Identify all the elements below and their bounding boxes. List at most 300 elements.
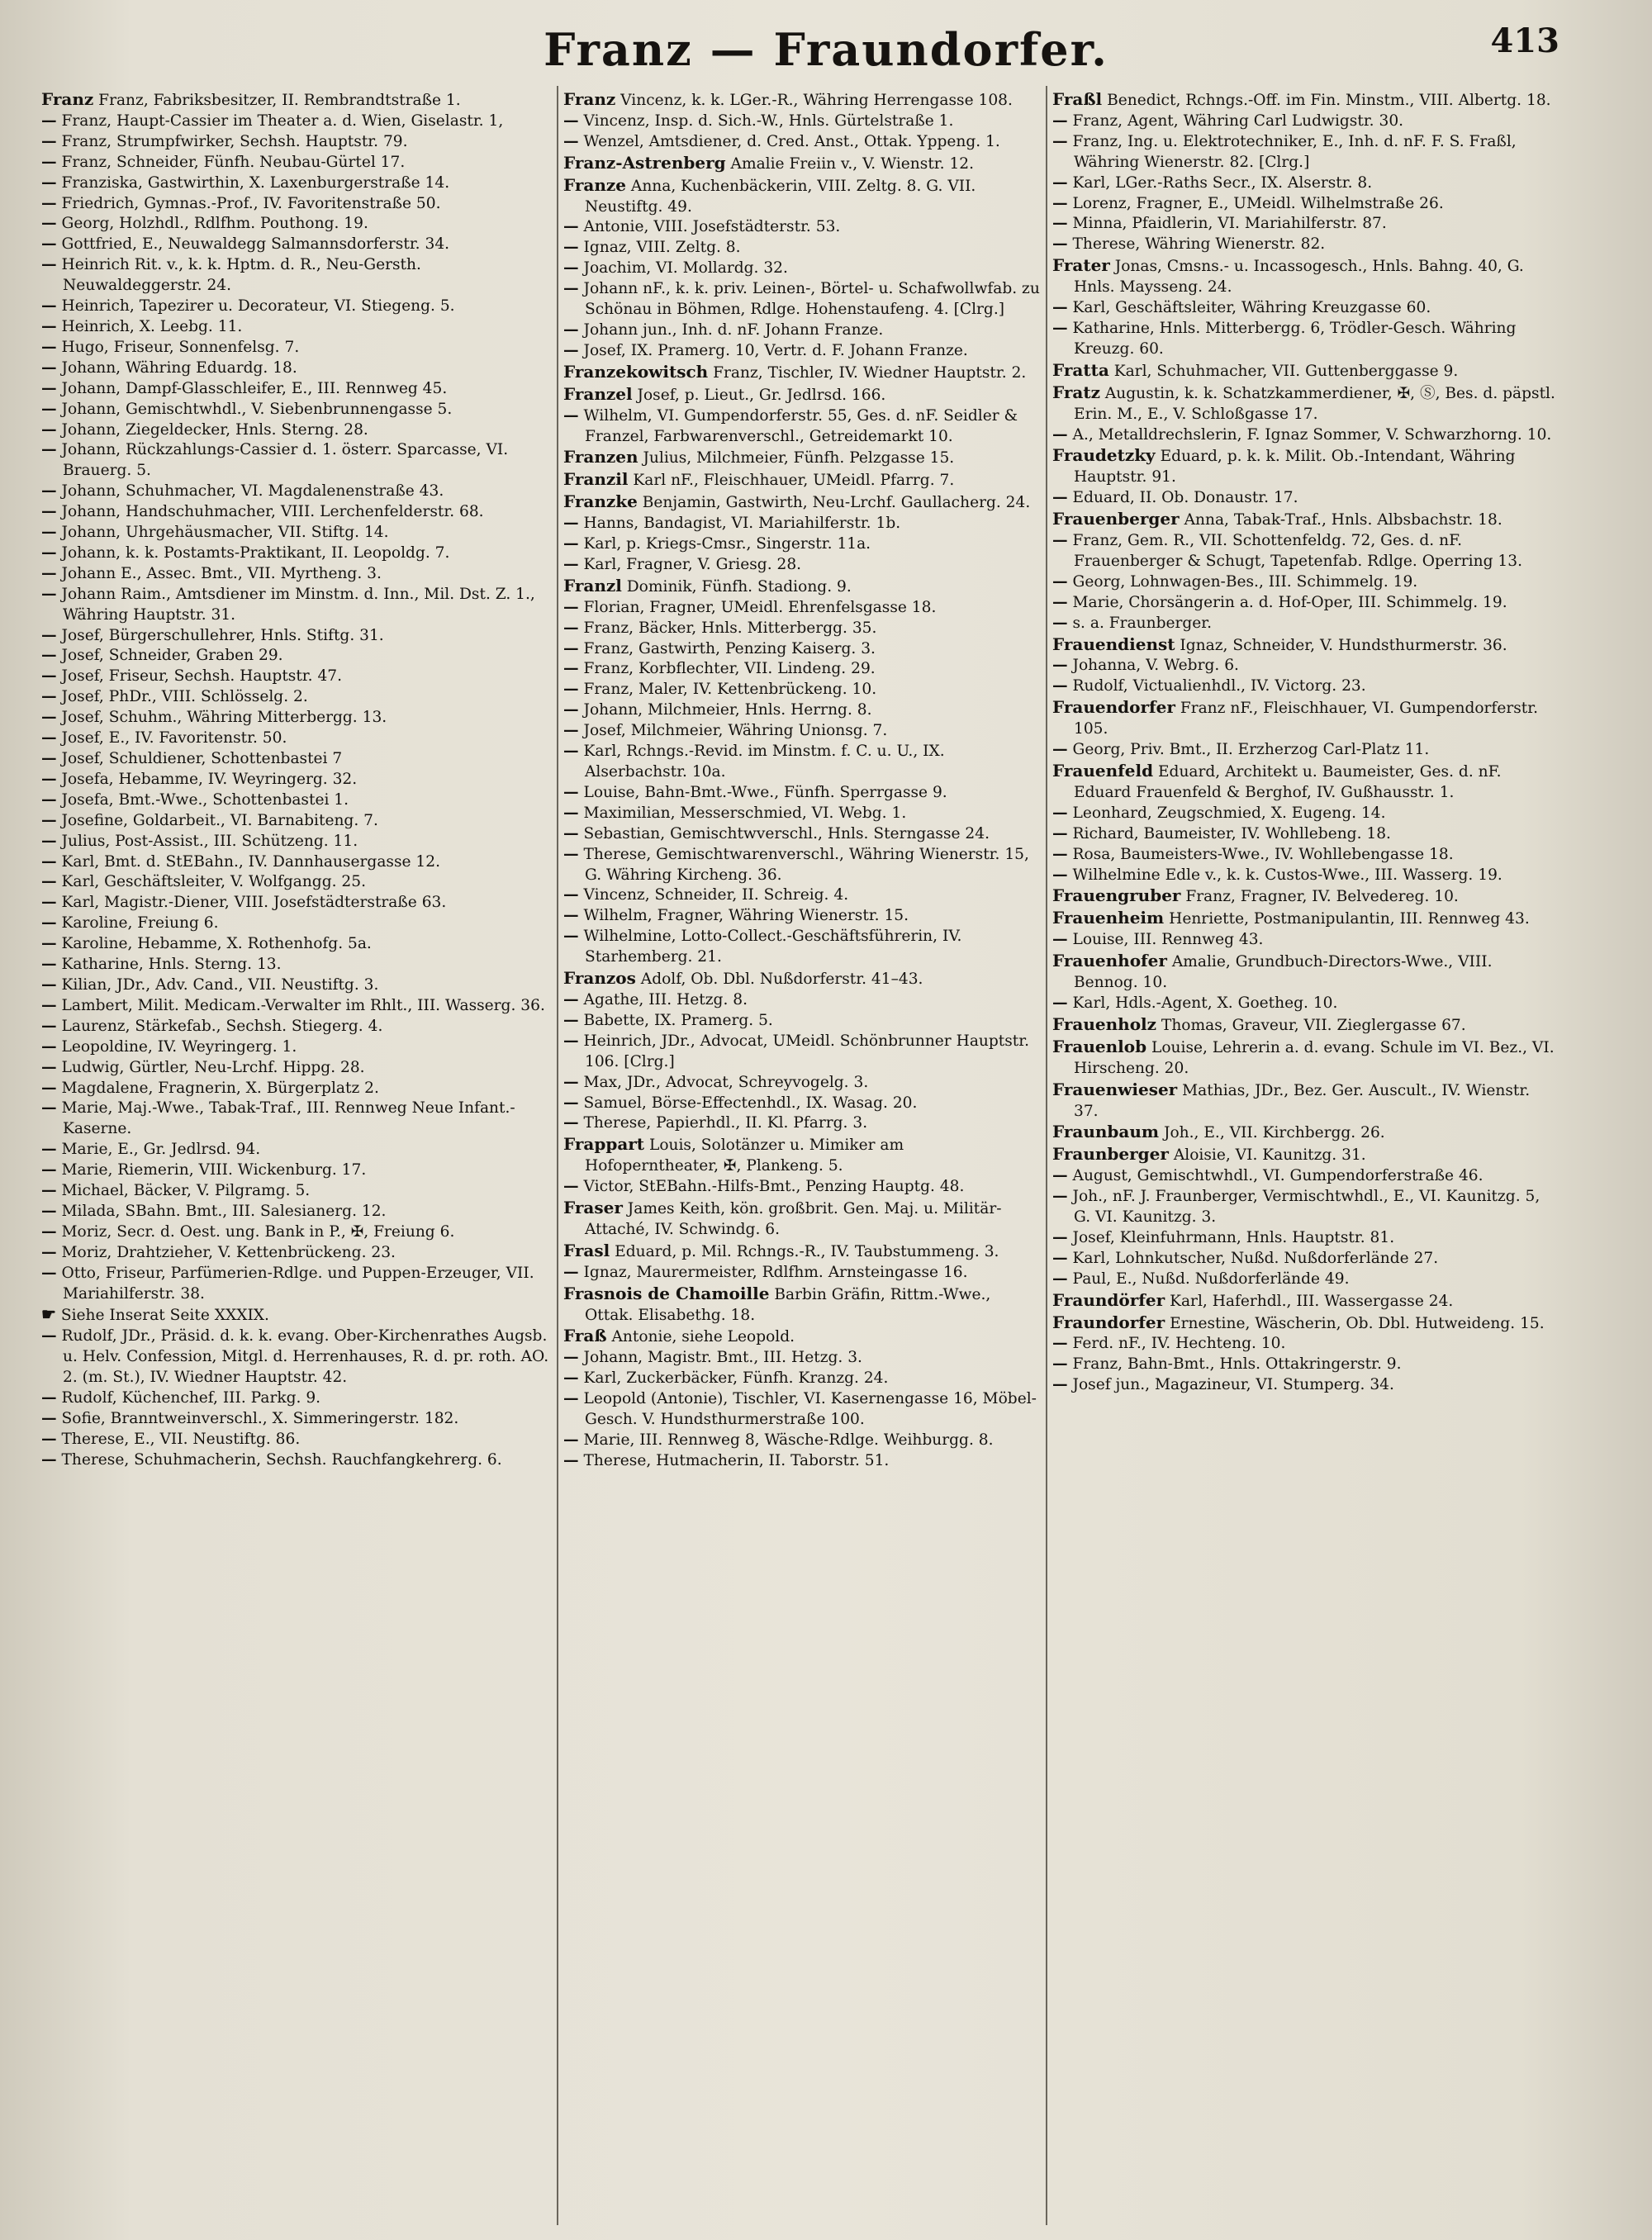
entry-details: Rudolf, Victualienhdl., IV. Victorg. 23. <box>1072 677 1366 695</box>
directory-entry <box>563 153 1042 175</box>
directory-entry <box>41 112 553 132</box>
entry-details: Johann jun., Inh. d. nF. Johann Franze. <box>583 320 884 339</box>
directory-entry <box>41 1037 553 1058</box>
directory-entry <box>1052 112 1556 132</box>
entry-surname: Frauenfeld <box>1052 761 1154 781</box>
entry-ditto-dash: — <box>563 907 579 925</box>
directory-entry <box>563 555 1042 576</box>
entry-surname: Frauenheim <box>1052 908 1165 928</box>
entry-ditto-dash: — <box>1052 425 1068 444</box>
entry-surname: Frasl <box>563 1240 610 1260</box>
entry-ditto-dash: — <box>41 975 57 994</box>
entry-ditto-dash: — <box>41 1079 57 1097</box>
entry-details: Franz, Bäcker, Hnls. Mitterbergg. 35. <box>583 619 877 637</box>
entry-ditto-dash: — <box>1052 532 1068 550</box>
entry-ditto-dash: — <box>41 1389 57 1407</box>
entry-details: Johann, Magistr. Bmt., III. Hetzg. 3. <box>583 1349 862 1367</box>
entry-details: Thomas, Graveur, VII. Zieglergasse 67. <box>1161 1016 1466 1034</box>
directory-entry <box>563 1032 1042 1073</box>
entry-ditto-dash: — <box>1052 1376 1068 1394</box>
entry-details: Eduard, Architekt u. Baumeister, Ges. d. nF. Eduard Frauenfeld & Berghof, IV. Gußhausstr. 1. <box>1074 763 1502 801</box>
entry-ditto-dash: — <box>1052 489 1068 507</box>
entry-details: Johann, k. k. Postamts-Praktikant, II. Leopoldg. 7. <box>61 543 450 562</box>
entry-details: Marie, E., Gr. Jedlrsd. 94. <box>61 1141 261 1159</box>
entry-ditto-dash: — <box>41 1222 57 1241</box>
entry-details: Siehe Inserat Seite XXXIX. <box>60 1307 269 1325</box>
directory-entry <box>41 440 553 482</box>
entry-ditto-dash: — <box>1052 1355 1068 1374</box>
entry-details: Anna, Tabak-Traf., Hnls. Albsbachstr. 18. <box>1184 511 1502 529</box>
entry-ditto-dash: — <box>41 1161 57 1179</box>
entry-details: Josefa, Bmt.-Wwe., Schottenbastei 1. <box>61 790 349 809</box>
directory-entry <box>1052 1014 1556 1037</box>
entry-details: Marie, Riemerin, VIII. Wickenburg. 17. <box>61 1161 367 1179</box>
directory-entry <box>1052 1334 1556 1355</box>
entry-details: Wilhelm, VI. Gumpendorferstr. 55, Ges. d. nF. Seidler & Franzel, Farbwarenverschl., Getreidemarkt 10. <box>583 406 1018 445</box>
directory-entry <box>1052 445 1556 488</box>
directory-entry <box>563 659 1042 680</box>
entry-details: Karl, Geschäftsleiter, Währing Kreuzgasse 60. <box>1072 299 1431 317</box>
directory-entry <box>1052 676 1556 697</box>
entry-details: Aloisie, VI. Kaunitzg. 31. <box>1173 1146 1366 1165</box>
directory-entry <box>41 626 553 647</box>
entry-details: Henriette, Postmanipulantin, III. Rennweg 43. <box>1169 910 1530 928</box>
directory-entry <box>563 1284 1042 1326</box>
entry-ditto-dash: — <box>1052 1269 1068 1288</box>
directory-entry <box>1052 1187 1556 1228</box>
directory-entry <box>563 824 1042 845</box>
entry-details: Michael, Bäcker, V. Pilgramg. 5. <box>61 1182 311 1200</box>
entry-ditto-dash: — <box>1052 1167 1068 1185</box>
entry-ditto-dash: — <box>563 639 579 657</box>
entry-surname: Franzen <box>563 447 638 467</box>
directory-entry <box>563 639 1042 660</box>
entry-surname: Frauenwieser <box>1052 1079 1178 1099</box>
directory-entry <box>563 1094 1042 1114</box>
entry-details: Therese, Schuhmacherin, Sechsh. Rauchfangkehrerg. 6. <box>61 1450 502 1469</box>
directory-entry <box>41 338 553 358</box>
entry-details: Karl, Schuhmacher, VII. Guttenberggasse 9. <box>1113 362 1459 380</box>
directory-entry <box>1052 908 1556 930</box>
entry-ditto-dash: — <box>563 722 579 740</box>
column-divider <box>1046 86 1047 2225</box>
directory-entry <box>41 872 553 893</box>
entry-surname: Franzl <box>563 575 622 596</box>
directory-entry <box>563 217 1042 238</box>
entry-ditto-dash: — <box>41 112 57 130</box>
entry-ditto-dash: — <box>41 1410 57 1427</box>
entry-details: Wilhelmine, Lotto-Collect.-Geschäftsführerin, IV. Starhemberg. 21. <box>583 928 962 966</box>
directory-entry <box>41 358 553 379</box>
entry-ditto-dash: — <box>41 1243 57 1261</box>
entry-details: Wilhelmine Edle v., k. k. Custos-Wwe., III. Wasserg. 19. <box>1072 866 1502 884</box>
entry-details: Georg, Priv. Bmt., II. Erzherzog Carl-Platz 11. <box>1072 741 1430 759</box>
entry-details: Antonie, siehe Leopold. <box>611 1328 795 1346</box>
entry-ditto-dash: — <box>563 681 579 699</box>
directory-entry <box>563 1011 1042 1032</box>
entry-details: Hugo, Friseur, Sonnenfelsg. 7. <box>61 338 300 356</box>
directory-entry <box>1052 194 1556 215</box>
entry-details: Minna, Pfaidlerin, VI. Mariahilferstr. 87. <box>1072 215 1387 233</box>
entry-details: Sebastian, Gemischtwverschl., Hnls. Sterngasse 24. <box>583 824 990 842</box>
directory-entry <box>563 1198 1042 1241</box>
entry-details: Ferd. nF., IV. Hechteng. 10. <box>1072 1335 1286 1353</box>
directory-entry <box>1052 425 1556 446</box>
entry-details: Vincenz, Schneider, II. Schreig. 4. <box>583 886 849 904</box>
entry-ditto-dash: — <box>563 132 579 150</box>
entry-ditto-dash: — <box>563 886 579 904</box>
directory-entry <box>1052 1355 1556 1375</box>
entry-details: Johann, Uhrgehäusmacher, VII. Stiftg. 14. <box>61 524 389 542</box>
directory-entry <box>563 132 1042 153</box>
directory-entry <box>41 811 553 832</box>
entry-details: Karl, Geschäftsleiter, V. Wolfgangg. 25. <box>61 873 366 891</box>
entry-surname: Frappart <box>563 1134 645 1155</box>
entry-details: Karl, Fragner, V. Griesg. 28. <box>583 555 802 573</box>
directory-entry <box>563 700 1042 721</box>
entry-ditto-dash: — <box>41 996 57 1014</box>
directory-entry <box>563 514 1042 534</box>
directory-entry <box>41 502 553 523</box>
entry-details: Karl, Zuckerbäcker, Fünfh. Kranzg. 24. <box>583 1369 889 1388</box>
entry-ditto-dash: — <box>1052 866 1068 884</box>
entry-ditto-dash: — <box>41 1141 57 1159</box>
entry-ditto-dash: — <box>41 441 57 459</box>
entry-ditto-dash: — <box>563 701 579 719</box>
directory-entry <box>41 1099 553 1140</box>
entry-ditto-dash: — <box>563 845 579 863</box>
entry-ditto-dash: — <box>41 420 57 439</box>
entry-ditto-dash: — <box>41 1037 57 1056</box>
entry-ditto-dash: — <box>41 297 57 316</box>
entry-surname: Franzil <box>563 469 629 490</box>
entry-ditto-dash: — <box>41 1264 57 1282</box>
entry-ditto-dash: — <box>563 1178 579 1196</box>
entry-details: Leopoldine, IV. Weyringerg. 1. <box>61 1037 297 1056</box>
entry-ditto-dash: — <box>1052 299 1068 317</box>
entry-ditto-dash: — <box>563 555 579 573</box>
entry-ditto-dash: — <box>41 503 57 521</box>
entry-ditto-dash: — <box>563 743 579 761</box>
directory-entry <box>563 742 1042 783</box>
directory-entry <box>41 1017 553 1037</box>
directory-entry <box>41 194 553 215</box>
entry-surname: Fraunberger <box>1052 1144 1169 1165</box>
entry-details: Louise, III. Rennweg 43. <box>1072 931 1264 949</box>
entry-details: Rudolf, Küchenchef, III. Parkg. 9. <box>61 1389 321 1407</box>
entry-details: Marie, Chorsängerin a. d. Hof-Oper, III. Schimmelg. 19. <box>1072 593 1507 611</box>
directory-entry <box>41 1202 553 1222</box>
entry-surname: Fraser <box>563 1198 623 1218</box>
entry-details: Benedict, Rchngs.-Off. im Fin. Minstm., VIII. Albertg. 18. <box>1107 92 1551 109</box>
entry-ditto-dash: — <box>41 358 57 377</box>
entry-ditto-dash: — <box>563 535 579 553</box>
directory-entry <box>41 790 553 811</box>
directory-entry <box>41 1181 553 1202</box>
entry-ditto-dash: — <box>1052 741 1068 759</box>
directory-entry <box>563 341 1042 362</box>
entry-details: Franz, Fabriksbesitzer, II. Rembrandtstraße 1. <box>98 92 461 109</box>
entry-ditto-dash: — <box>41 173 57 192</box>
entry-details: Franz, Strumpfwirker, Sechsh. Hauptstr. 79. <box>61 132 408 150</box>
entry-ditto-dash: — <box>41 132 57 150</box>
entry-details: Richard, Baumeister, IV. Wohllebeng. 18. <box>1072 824 1391 842</box>
entry-ditto-dash: — <box>563 598 579 616</box>
entry-surname: Fraudetzky <box>1052 445 1156 466</box>
directory-entry <box>41 975 553 996</box>
entry-details: Milada, SBahn. Bmt., III. Salesianerg. 12. <box>61 1202 387 1220</box>
entry-ditto-dash: — <box>41 524 57 542</box>
directory-entry <box>563 238 1042 259</box>
entry-details: Vincenz, k. k. LGer.-R., Währing Herrengasse 108. <box>620 92 1013 109</box>
entry-details: Eduard, II. Ob. Donaustr. 17. <box>1072 489 1298 507</box>
directory-entry <box>41 1079 553 1099</box>
entry-ditto-dash: — <box>41 667 57 686</box>
entry-surname: Franzekowitsch <box>563 361 709 382</box>
entry-details: Franz nF., Fleischhauer, VI. Gumpendorferstr. 105. <box>1074 700 1538 738</box>
entry-ditto-dash: — <box>563 1073 579 1091</box>
entry-ditto-dash: — <box>1052 132 1068 150</box>
entry-ditto-dash: — <box>563 1011 579 1029</box>
directory-entry <box>1052 360 1556 382</box>
directory-entry <box>563 1451 1042 1472</box>
entry-ditto-dash: — <box>563 515 579 533</box>
directory-entry <box>563 175 1042 218</box>
directory-entry <box>41 1243 553 1264</box>
entry-ditto-dash: — <box>1052 572 1068 591</box>
directory-entry <box>563 990 1042 1011</box>
entry-details: Louis, Solotänzer u. Mimiker am Hofopernthеater, ✠, Plankeng. 5. <box>585 1137 904 1175</box>
entry-ditto-dash: — <box>41 1327 57 1345</box>
directory-entry <box>41 770 553 790</box>
entry-ditto-dash: — <box>41 317 57 335</box>
entry-details: Amalie Freiin v., V. Wienstr. 12. <box>730 154 975 173</box>
entry-details: Marie, III. Rennweg 8, Wäsche-Rdlge. Weihburgg. 8. <box>583 1431 994 1449</box>
entry-ditto-dash: — <box>41 564 57 582</box>
entry-details: Johann, Rückzahlungs-Cassier d. 1. österr. Sparcasse, VI. Brauerg. 5. <box>61 441 509 480</box>
directory-entry <box>563 1241 1042 1263</box>
directory-entry <box>1052 761 1556 804</box>
entry-ditto-dash: — <box>563 660 579 678</box>
directory-entry <box>563 619 1042 639</box>
entry-details: Anna, Kuchenbäckerin, VIII. Zeltg. 8. G. VII. Neustiftg. 49. <box>585 177 976 216</box>
directory-entry <box>563 534 1042 555</box>
directory-entry <box>563 89 1042 112</box>
directory-entry <box>1052 255 1556 298</box>
directory-column-1 <box>41 89 553 2228</box>
entry-details: Josef, PhDr., VIII. Schlösselg. 2. <box>61 688 308 706</box>
entry-details: Laurenz, Stärkefab., Sechsh. Stiegerg. 4. <box>61 1017 383 1035</box>
page-header-title: Franz — Fraundorfer. <box>544 23 1108 76</box>
directory-entry <box>41 667 553 687</box>
entry-details: Sofie, Branntweinverschl., X. Simmeringerstr. 182. <box>61 1410 459 1427</box>
entry-ditto-dash: — <box>1052 1228 1068 1246</box>
entry-surname: Frauenhofer <box>1052 951 1167 971</box>
directory-entry <box>1052 298 1556 319</box>
entry-ditto-dash: — <box>41 194 57 212</box>
directory-entry <box>1052 994 1556 1014</box>
directory-entry <box>563 1369 1042 1389</box>
directory-entry <box>41 564 553 585</box>
entry-surname: Frauenberger <box>1052 509 1180 529</box>
entry-ditto-dash: — <box>1052 215 1068 233</box>
entry-details: Joachim, VI. Mollardg. 32. <box>583 259 788 278</box>
directory-entry <box>563 1431 1042 1451</box>
directory-entry <box>563 927 1042 968</box>
entry-ditto-dash: — <box>41 585 57 603</box>
entry-ditto-dash: — <box>41 235 57 254</box>
entry-ditto-dash: — <box>41 1450 57 1469</box>
entry-details: Dominik, Fünfh. Stadiong. 9. <box>626 577 852 596</box>
entry-surname: Franzel <box>563 383 633 404</box>
entry-surname: Fraß <box>563 1326 607 1346</box>
entry-details: Lorenz, Fragner, E., UMeidl. Wilhelmstraße 26. <box>1072 194 1444 212</box>
directory-entry <box>41 400 553 420</box>
entry-surname: Fraunbaum <box>1052 1122 1160 1142</box>
entry-details: Ignaz, Maurermeister, Rdlfhm. Arnsteingasse 16. <box>583 1263 968 1281</box>
directory-entry <box>41 1450 553 1471</box>
directory-entry <box>41 1222 553 1243</box>
directory-entry <box>41 1140 553 1160</box>
entry-details: Franz, Ing. u. Elektrotechniker, E., Inh. d. nF. F. S. Fraßl, Währing Wienerstr. 82. [Clrg.] <box>1072 132 1517 171</box>
directory-entry <box>1052 235 1556 255</box>
directory-entry <box>1052 593 1556 614</box>
directory-entry <box>41 1430 553 1450</box>
entry-ditto-dash: — <box>563 783 579 801</box>
directory-entry <box>1052 531 1556 572</box>
directory-entry <box>41 1388 553 1409</box>
entry-ditto-dash: — <box>563 280 579 298</box>
entry-ditto-dash: — <box>1052 173 1068 192</box>
entry-details: Johann, Ziegeldecker, Hnls. Sterng. 28. <box>61 420 368 439</box>
entry-details: Therese, Gemischtwarenverschl., Währing Wienerstr. 15, G. Währing Kircheng. 36. <box>583 845 1029 884</box>
entry-details: Ludwig, Gürtler, Neu-Lrchf. Hippg. 28. <box>61 1058 365 1076</box>
entry-details: Johann, Gemischtwhdl., V. Siebenbrunnengasse 5. <box>61 400 453 418</box>
entry-details: Franz, Fragner, IV. Belvedereg. 10. <box>1185 888 1459 906</box>
entry-details: Heinrich, JDr., Advocat, UMeidl. Schönbrunner Hauptstr. 106. [Clrg.] <box>583 1032 1030 1070</box>
entry-ditto-dash: — <box>563 1094 579 1112</box>
entry-details: Franz, Tischler, IV. Wiedner Hauptstr. 2. <box>713 363 1027 382</box>
entry-ditto-dash: — <box>1052 593 1068 611</box>
directory-entry <box>1052 509 1556 531</box>
entry-ditto-dash: — <box>41 1430 57 1448</box>
directory-entry <box>41 89 553 112</box>
directory-entry <box>563 491 1042 514</box>
directory-entry <box>563 384 1042 406</box>
entry-ditto-dash: — <box>41 790 57 809</box>
entry-ditto-dash: — <box>1052 677 1068 695</box>
directory-entry <box>41 955 553 975</box>
directory-entry <box>563 885 1042 906</box>
entry-details: Benjamin, Gastwirth, Neu-Lrchf. Gaullacherg. 24. <box>642 494 1031 512</box>
entry-details: Karl, p. Kriegs-Cmsr., Singerstr. 11a. <box>583 535 871 553</box>
directory-entry <box>563 1177 1042 1198</box>
directory-entry <box>1052 1144 1556 1166</box>
directory-entry <box>41 317 553 338</box>
entry-ditto-dash: — <box>41 338 57 356</box>
entry-details: Karl, Lohnkutscher, Nußd. Nußdorferlände 27. <box>1072 1249 1439 1267</box>
directory-entry <box>1052 1375 1556 1396</box>
entry-details: A., Metalldrechslerin, F. Ignaz Sommer, V. Schwarzhorng. 10. <box>1072 425 1552 444</box>
directory-entry <box>41 749 553 770</box>
entry-details: Franz, Gem. R., VII. Schottenfeldg. 72, Ges. d. nF. Frauenberger & Schugt, Tapetenfab. Rdlge. Operring 13. <box>1072 532 1522 570</box>
directory-column-2 <box>563 89 1042 2228</box>
entry-details: Agathe, III. Hetzg. 8. <box>583 990 748 1008</box>
entry-ditto-dash: — <box>41 873 57 891</box>
entry-ditto-dash: — <box>563 1451 579 1469</box>
entry-ditto-dash: — <box>1052 657 1068 675</box>
entry-details: Karl, Haferhdl., III. Wassergasse 24. <box>1170 1292 1454 1310</box>
directory-entry <box>41 708 553 728</box>
entry-details: Joh., nF. J. Fraunberger, Vermischtwhdl., E., VI. Kaunitzg. 5, G. VI. Kaunitzg. 3. <box>1072 1188 1540 1227</box>
directory-entry <box>563 1326 1042 1348</box>
entry-details: Franz, Haupt-Cassier im Theater a. d. Wien, Giselastr. 1, <box>61 112 504 130</box>
entry-details: Therese, Währing Wienerstr. 82. <box>1072 235 1326 254</box>
entry-ditto-dash: — <box>563 1369 579 1388</box>
column-divider <box>557 86 558 2225</box>
directory-entry <box>563 406 1042 448</box>
entry-details: Karl, Rchngs.-Revid. im Minstm. f. C. u. U., IX. Alserbachstr. 10a. <box>583 743 945 781</box>
entry-details: Franziska, Gastwirthin, X. Laxenburgerstraße 14. <box>61 173 450 192</box>
directory-entry <box>563 783 1042 804</box>
entry-details: Babette, IX. Pramerg. 5. <box>583 1011 773 1029</box>
entry-details: Johann, Milchmeier, Hnls. Herrng. 8. <box>583 701 872 719</box>
entry-details: Moriz, Drahtzieher, V. Kettenbrückeng. 23. <box>61 1243 396 1261</box>
entry-ditto-dash: — <box>563 1114 579 1132</box>
entry-details: Therese, Hutmacherin, II. Taborstr. 51. <box>583 1451 890 1469</box>
entry-surname: Franzos <box>563 968 636 989</box>
entry-ditto-dash: — <box>41 750 57 767</box>
entry-ditto-dash: — <box>563 218 579 236</box>
entry-ditto-dash: — <box>41 1058 57 1076</box>
entry-ditto-dash: — <box>41 852 57 871</box>
entry-ditto-dash: — <box>1052 235 1068 254</box>
directory-entry <box>1052 488 1556 509</box>
entry-ditto-dash: — <box>563 406 579 425</box>
directory-entry <box>1052 319 1556 360</box>
directory-entry <box>41 585 553 626</box>
entry-details: Karl, Hdls.-Agent, X. Goetheg. 10. <box>1072 994 1338 1012</box>
entry-details: Jonas, Cmsns.- u. Incassogesch., Hnls. Bahng. 40, G. Hnls. Mayssеng. 24. <box>1074 258 1524 297</box>
entry-ditto-dash: — <box>41 256 57 274</box>
entry-details: Maximilian, Messerschmied, VI. Webg. 1. <box>583 804 907 822</box>
directory-entry <box>1052 1249 1556 1269</box>
directory-entry <box>563 680 1042 700</box>
entry-surname: ☛ <box>41 1304 56 1325</box>
entry-details: Samuel, Börse-Effectenhdl., IX. Wasag. 20. <box>583 1094 918 1112</box>
entry-details: Gottfried, E., Neuwaldegg Salmannsdorferstr. 34. <box>61 235 450 254</box>
directory-entry <box>1052 1312 1556 1335</box>
entry-details: Josef, E., IV. Favoritenstr. 50. <box>61 729 287 747</box>
entry-details: Antonie, VIII. Josefstädterstr. 53. <box>583 218 841 236</box>
entry-ditto-dash: — <box>41 215 57 233</box>
entry-ditto-dash: — <box>563 990 579 1008</box>
entry-details: Magdalene, Fragnerin, X. Bürgerplatz 2. <box>61 1079 379 1097</box>
entry-details: Barbin Gräfin, Rittm.-Wwe., Ottak. Elisabethg. 18. <box>585 1285 991 1324</box>
entry-ditto-dash: — <box>41 482 57 501</box>
entry-surname: Franzke <box>563 491 638 512</box>
directory-entry <box>1052 214 1556 235</box>
entry-details: Wenzel, Amtsdiener, d. Cred. Anst., Ottak. Yppeng. 1. <box>583 132 1000 150</box>
entry-details: Paul, E., Nußd. Nußdorferländе 49. <box>1072 1269 1350 1288</box>
directory-entry <box>563 1348 1042 1369</box>
directory-entry <box>1052 885 1556 908</box>
entry-details: Johann, Schuhmacher, VI. Magdalenenstraße 43. <box>61 482 444 501</box>
directory-entry <box>1052 1269 1556 1290</box>
directory-entry <box>41 996 553 1017</box>
entry-details: Louise, Lehrerin a. d. evang. Schule im VI. Bez., VI. Hirscheng. 20. <box>1074 1038 1555 1077</box>
entry-details: Josef, Schuhm., Währing Mitterbergg. 13. <box>61 709 387 727</box>
